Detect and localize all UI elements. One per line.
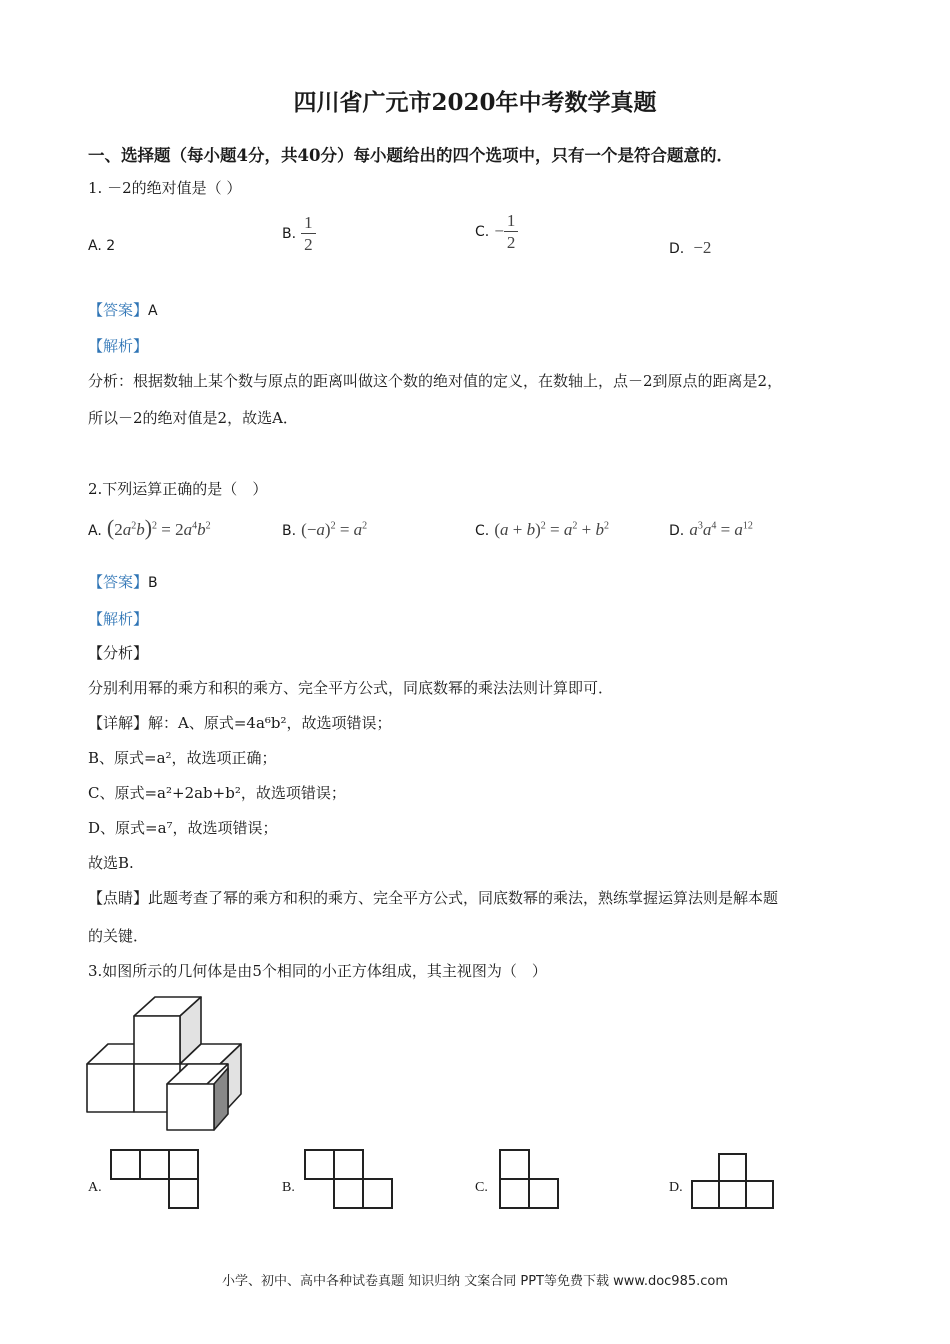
q1-option-a: A. 2: [88, 238, 116, 254]
q1-option-c-label: C.: [475, 224, 490, 240]
q3-option-c-label: C.: [475, 1180, 488, 1195]
q1-option-c-numerator: 1: [504, 212, 519, 232]
q2-stem: 2.下列运算正确的是（ ）: [88, 480, 268, 498]
q1-option-d-value: −2: [693, 238, 712, 257]
q1-option-c-sign: −: [494, 221, 504, 241]
q3-option-a-figure: [111, 1150, 198, 1208]
answer-value: B: [148, 575, 158, 591]
section-heading: 一、选择题（每小题4分，共40分）每小题给出的四个选项中，只有一个是符合题意的．: [88, 146, 733, 165]
q1-option-b-numerator: 1: [301, 214, 316, 234]
q2-option-a-formula: $(2a^2b)^2 = 2a^4b^2$: [106, 515, 211, 540]
q3-stem: 3.如图所示的几何体是由5个相同的小正方体组成，其主视图为（ ）: [88, 962, 547, 980]
q2-detail-b: B、原式=a²，故选项正确；: [88, 749, 277, 767]
q1-option-b-denominator: 2: [304, 235, 313, 254]
q2-analysis-tag: 【解析】: [88, 610, 149, 628]
q3-option-d-label: D.: [669, 1180, 683, 1195]
q2-option-d-label: D.: [669, 523, 685, 539]
q3-option-b-label: B.: [282, 1180, 295, 1195]
q3-option-a-label: A.: [88, 1180, 102, 1195]
detail-a-text: 解：A、原式=4a⁶b²，故选项错误；: [148, 714, 392, 732]
answer-tag: 【答案】: [88, 573, 149, 591]
q1-option-b-label: B.: [282, 226, 297, 242]
detail-tag: 【详解】: [88, 714, 149, 732]
q1-option-d-label: D.: [669, 241, 685, 257]
q2-option-d-formula: $a^3a^4 = a^{12}$: [689, 520, 753, 539]
q1-analysis-line1: 分析：根据数轴上某个数与原点的距离叫做这个数的绝对值的定义，在数轴上，点－2到原点的距离是2，: [88, 372, 783, 390]
q1-analysis-tag: 【解析】: [88, 337, 149, 355]
q2-detail-d: D、原式=a⁷，故选项错误；: [88, 819, 278, 837]
q2-fenxi-tag: 【分析】: [88, 644, 149, 662]
q3-option-c-figure: [500, 1150, 558, 1208]
q2-option-c-label: C.: [475, 523, 490, 539]
q1-option-c-denominator: 2: [506, 233, 516, 252]
q2-comment-line2: 的关键．: [88, 927, 149, 945]
q2-conclusion: 故选B.: [88, 854, 134, 872]
answer-tag: 【答案】: [88, 301, 149, 319]
comment-tag: 【点睛】: [88, 889, 149, 907]
page-footer: 小学、初中、高中各种试卷真题 知识归纳 文案合同 PPT等免费下载 www.doc985.com: [221, 1274, 729, 1289]
q3-option-d-figure: [692, 1154, 773, 1208]
q1-analysis-line2: 所以－2的绝对值是2，故选A．: [88, 409, 298, 427]
q3-option-b-figure: [305, 1150, 392, 1208]
q2-option-b-label: B.: [282, 523, 297, 539]
q2-option-a-label: A.: [88, 523, 102, 539]
q2-option-c-formula: $(a + b)^2 = a^2 + b^2$: [494, 520, 609, 539]
q1-stem: 1. －2的绝对值是（ ）: [88, 179, 242, 197]
q2-detail-c: C、原式=a²+2ab+b²，故选项错误；: [88, 784, 346, 802]
page-title: 四川省广元市2020年中考数学真题: [293, 89, 657, 116]
answer-value: A: [148, 303, 158, 319]
comment-text: 此题考查了幂的乘方和积的乘方、完全平方公式，同底数幂的乘法，熟练掌握运算法则是解本题: [148, 889, 779, 907]
q2-option-b-formula: $(-a)^2 = a^2$: [301, 520, 368, 539]
q2-fenxi: 分别利用幂的乘方和积的乘方、完全平方公式，同底数幂的乘法法则计算即可．: [88, 679, 614, 697]
